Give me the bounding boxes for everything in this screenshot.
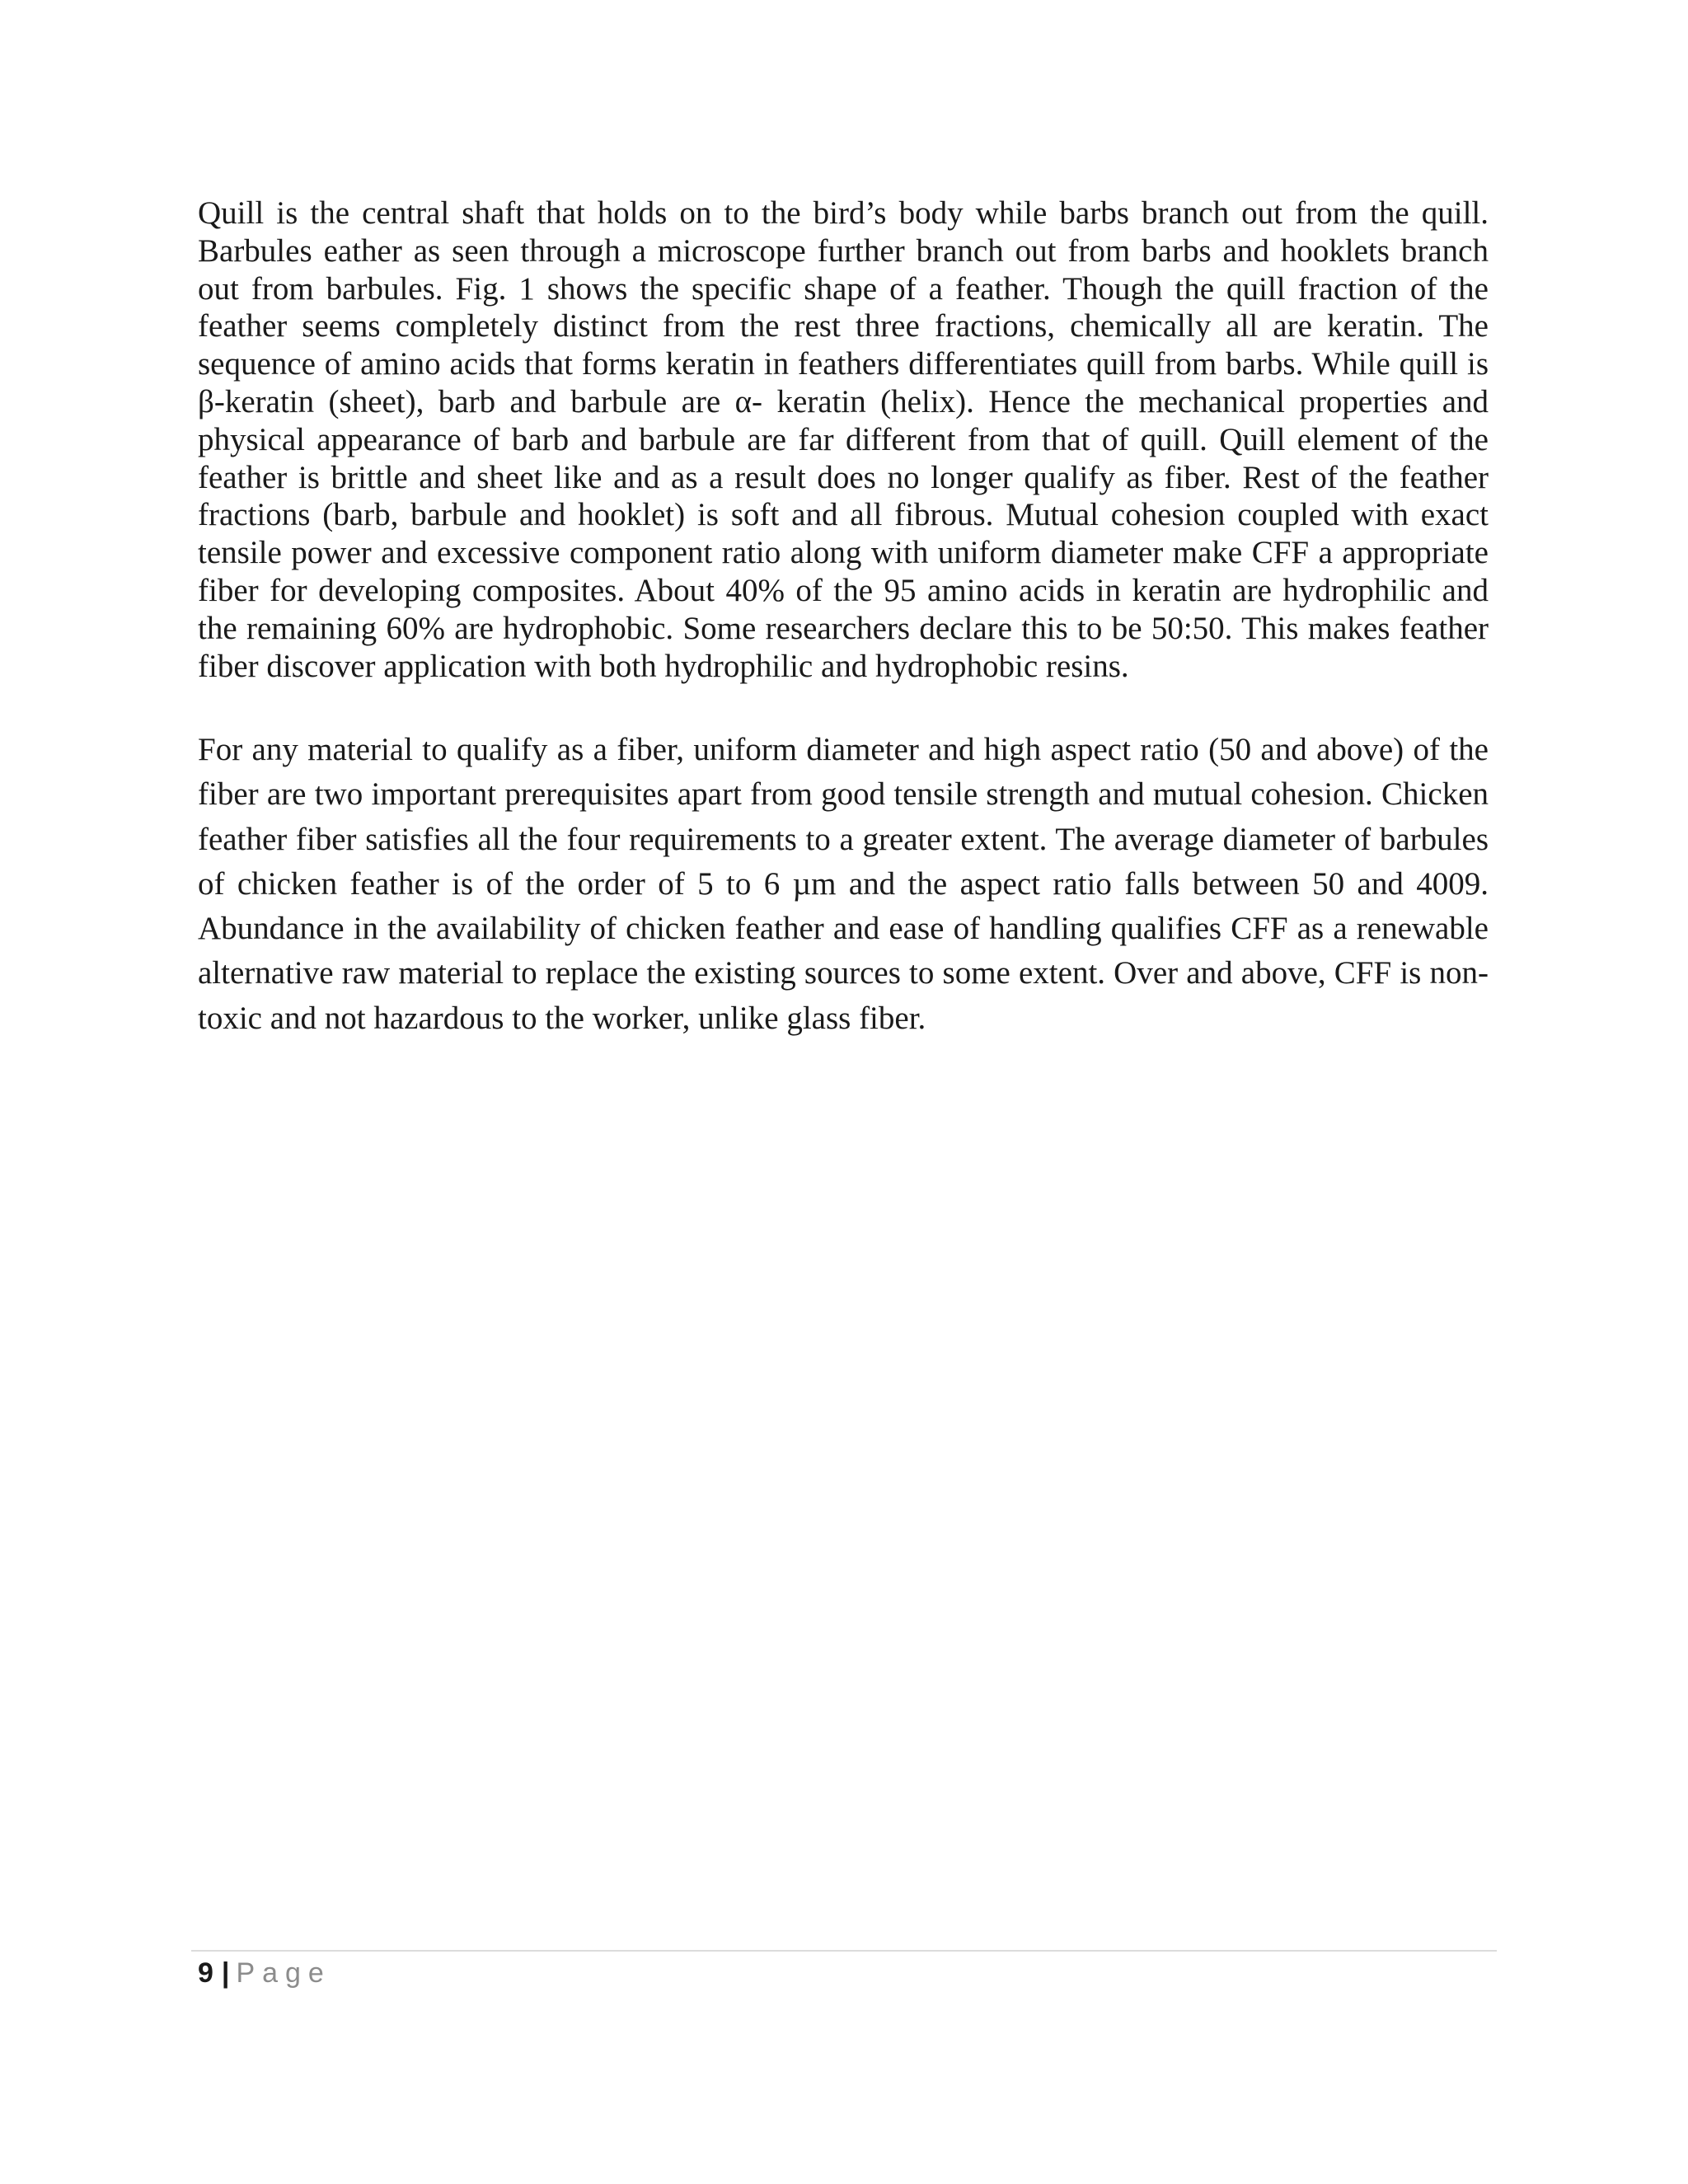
body-paragraph-2: For any material to qualify as a fiber, uniform diameter and high aspect ratio (50 and above) of the fiber are two important prerequisites apart from good tensile strength and mutual cohesion. Chicken feather fiber satisfies all the four requirements to a greater extent. The average diameter of barbules of chicken feather is of the order of 5 to 6 µm and the aspect ratio falls between 50 and 4009. Abundance in the availability of chicken feather and ease of handling qualifies CFF as a renewable alternative raw material to replace the existing sources to some extent. Over and above, CFF is non-toxic and not hazardous to the worker, unlike glass fiber.	[198, 732, 1489, 1036]
page-label: Page	[236, 1957, 331, 1989]
page-footer	[198, 1955, 331, 1991]
footer-separator: |	[221, 1957, 230, 1989]
page-number: 9	[198, 1957, 213, 1989]
footer-divider	[191, 1950, 1497, 1952]
body-paragraph-1: Quill is the central shaft that holds on to the bird’s body while barbs branch out from the quill. Barbules eather as seen through a microscope further branch out from barbs and hooklets branch out from barbules. Fig. 1 shows the specific shape of a feather. Though the quill fraction of the feather seems completely distinct from the rest three fractions, chemically all are keratin. The sequence of amino acids that forms keratin in feathers differentiates quill from barbs. While quill is β-keratin (sheet), barb and barbule are α- keratin (helix). Hence the mechanical properties and physical appearance of barb and barbule are far different from that of quill. Quill element of the feather is brittle and sheet like and as a result does no longer qualify as fiber. Rest of the feather fractions (barb, barbule and hooklet) is soft and all fibrous. Mutual cohesion coupled with exact tensile power and excessive component ratio along with uniform diameter make CFF a appropriate fiber for developing composites. About 40% of the 95 amino acids in keratin are hydrophilic and the remaining 60% are hydrophobic. Some researchers declare this to be 50:50. This makes feather fiber discover application with both hydrophilic and hydrophobic resins.	[198, 195, 1489, 684]
